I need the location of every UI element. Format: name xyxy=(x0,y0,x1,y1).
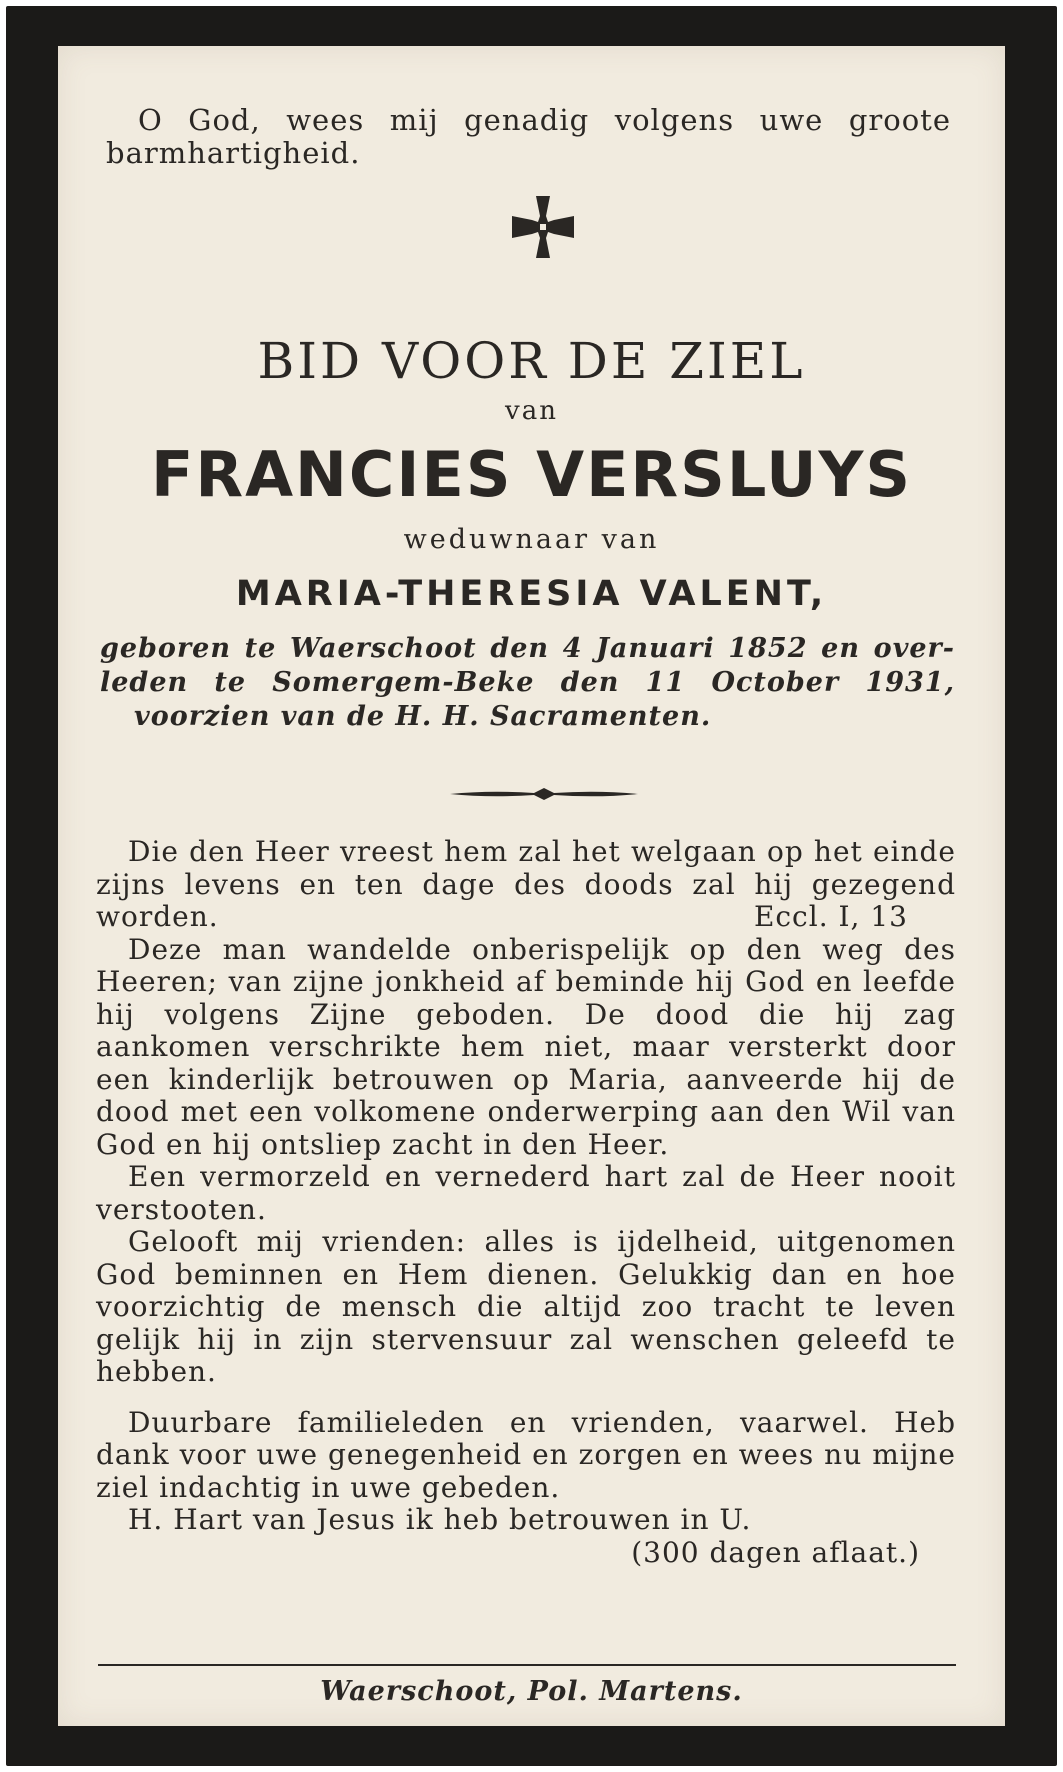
cross-icon xyxy=(510,194,576,260)
ornament-divider xyxy=(450,784,638,804)
birth-death-line-2: leden te Somergem-Beke den 11 October 1931, xyxy=(100,667,955,698)
relation-label: weduwnaar van xyxy=(403,524,660,555)
paragraph-4: Gelooft mij vrienden: alles is ijdelheid, uitgenomen God beminnen en Hem dienen. Gelukkig dan en hoe voorzichtig de mensch die altijd zoo tracht te leven gelijk hij in zijn stervensuur zal wenschen geleefd te hebben. xyxy=(96,1225,956,1388)
paragraph-1 xyxy=(96,836,956,934)
spouse-name: MARIA-THERESIA VALENT, xyxy=(235,574,828,614)
memorial-card xyxy=(6,6,1057,1766)
birth-death-line-1: geboren te Waerschoot den 4 Januari 1852 en over- xyxy=(100,633,955,664)
paragraph-1-text: Die den Heer vreest hem zal het welgaan op het einde zijns levens en ten dage des doods zal hij gezegend worden. xyxy=(96,835,956,933)
birth-death-line-3: voorzien van de H. H. Sacramenten. xyxy=(134,701,712,732)
van-label: van xyxy=(505,396,558,426)
paragraph-5: Duurbare familieleden en vrienden, vaarwel. Heb dank voor uwe genegenheid en zorgen en wees nu mijne ziel indachtig in uwe gebeden. xyxy=(96,1405,956,1504)
body-text xyxy=(96,836,956,1569)
scripture-reference: Eccl. I, 13 xyxy=(753,900,908,933)
deceased-name: FRANCIES VERSLUYS xyxy=(150,438,913,511)
paragraph-3: Een vermorzeld en vernederd hart zal de Heer nooit verstooten. xyxy=(96,1160,956,1226)
card-paper xyxy=(58,46,1005,1726)
birth-death-details xyxy=(100,632,955,734)
opening-prayer: O God, wees mij genadig volgens uwe groote barmhartigheid. xyxy=(106,103,951,170)
paragraph-2: Deze man wandelde onberispelijk op den weg des Heeren; van zijne jonkheid af beminde hij God en leefde hij volgens Zijne geboden. De dood die hij zag aankomen verschrikte hem niet, maar versterkt door een kinderlijk betrouwen op Maria, aanveerde hij de dood met een volkomene onderwerping aan den Wil van God en hij ontsliep zacht in den Heer. xyxy=(96,932,956,1161)
heading: BID VOOR DE ZIEL xyxy=(257,332,806,390)
paragraph-6: H. Hart van Jesus ik heb betrouwen in U. xyxy=(128,1503,752,1536)
printer-credit: Waerschoot, Pol. Martens. xyxy=(320,1676,743,1707)
bottom-rule xyxy=(98,1664,956,1666)
indulgence-note: (300 dagen aflaat.) xyxy=(631,1535,920,1569)
